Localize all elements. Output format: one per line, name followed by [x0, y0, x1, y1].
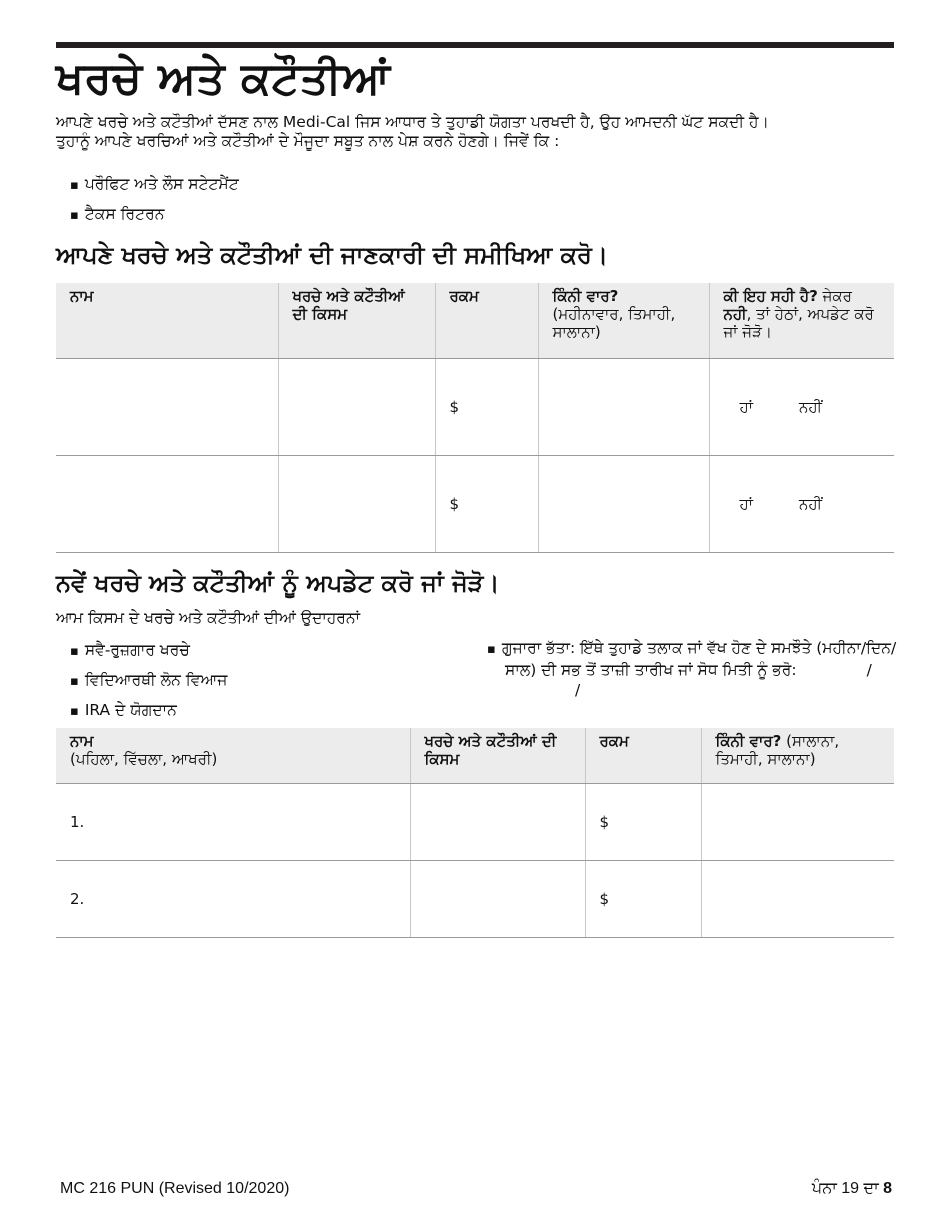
update-heading: ਨਵੇਂ ਖਰਚੇ ਅਤੇ ਕਟੌਤੀਆਂ ਨੂੰ ਅਪਡੇਟ ਕਰੋ ਜਾਂ ਜੋੜੋ।: [56, 569, 500, 597]
type-cell[interactable]: [410, 783, 585, 860]
type-cell[interactable]: [278, 358, 435, 455]
list-item: ▪ ਸਵੈ-ਰੁਜ਼ਗਾਰ ਖਰਚੇ: [70, 636, 227, 666]
col-amount: ਰਕਮ: [435, 283, 538, 358]
name-cell[interactable]: 1.: [56, 783, 410, 860]
col-type: ਖਰਚੇ ਅਤੇ ਕਟੌਤੀਆਂ ਦੀ ਕਿਸਮ: [278, 283, 435, 358]
yes-option[interactable]: ਹਾਂ: [739, 494, 753, 513]
no-option[interactable]: ਨਹੀਂ: [798, 494, 823, 513]
table-row: [56, 455, 894, 552]
intro-line-2: ਤੁਹਾਨੂੰ ਆਪਣੇ ਖਰਚਿਆਂ ਅਤੇ ਕਟੌਤੀਆਂ ਦੇ ਮੌਜੂਦਾ ਸਬੂਤ ਨਾਲ ਪੇਸ਼ ਕਰਨੇ ਹੋਣਗੇ। ਜਿਵੇਂ ਕਿ :: [56, 132, 560, 150]
page-title: ਖਰਚੇ ਅਤੇ ਕਟੌਤੀਆਂ: [56, 53, 391, 104]
alimony-list: [487, 638, 897, 700]
table-row: [56, 358, 894, 455]
table-row: [56, 783, 894, 860]
type-cell[interactable]: [278, 455, 435, 552]
title-rule: [56, 42, 894, 48]
col-amount: ਰਕਮ: [585, 728, 701, 783]
alimony-item: ▪ ਗੁਜਾਰਾ ਭੱਤਾ: ਇੱਥੇ ਤੁਹਾਡੇ ਤਲਾਕ ਜਾਂ ਵੱਖ ਹੋਣ ਦੇ ਸਮਝੌਤੇ (ਮਹੀਨਾ/ਦਿਨ/ਸਾਲ) ਦੀ ਸਭ ਤੋਂ ਤਾਜ਼ੀ ਤਾਰੀਖ ਜਾਂ ਸੋਧ ਮਿਤੀ ਨੂੰ ਭਰੋ: //: [487, 638, 897, 700]
yes-no-cell: [709, 455, 894, 552]
list-item: ▪ ਵਿਦਿਆਰਥੀ ਲੋਨ ਵਿਆਜ: [70, 666, 227, 696]
examples-list: [70, 636, 227, 726]
name-cell[interactable]: 2.: [56, 860, 410, 937]
col-type: ਖਰਚੇ ਅਤੇ ਕਟੌਤੀਆਂ ਦੀ ਕਿਸਮ: [410, 728, 585, 783]
update-table: [56, 728, 894, 938]
amount-cell[interactable]: $: [435, 358, 538, 455]
type-cell[interactable]: [410, 860, 585, 937]
col-correct: ਕੀ ਇਹ ਸਹੀ ਹੈ? ਜੇਕਰ ਨਹੀ, ਤਾਂ ਹੇਠਾਂ, ਅਪਡੇਟ ਕਰੋ ਜਾਂ ਜੋੜੋ।: [709, 283, 894, 358]
review-table: [56, 283, 894, 553]
table-header-row: [56, 283, 894, 358]
list-item: ▪ ਪਰੌਫਿਟ ਅਤੇ ਲੌਸ ਸਟੇਟਮੈਂਟ: [70, 170, 239, 200]
frequency-cell[interactable]: [701, 783, 894, 860]
frequency-cell[interactable]: [538, 358, 709, 455]
name-cell[interactable]: [56, 358, 278, 455]
intro-text: [56, 113, 894, 151]
list-item: ▪ ਟੈਕਸ ਰਿਟਰਨ: [70, 200, 239, 230]
table-row: [56, 860, 894, 937]
amount-cell[interactable]: $: [585, 783, 701, 860]
page-number: ਪੰਨਾ 19 ਦਾ 8: [811, 1180, 892, 1197]
list-item: ▪ IRA ਦੇ ਯੋਗਦਾਨ: [70, 696, 227, 726]
frequency-cell[interactable]: [538, 455, 709, 552]
yes-option[interactable]: ਹਾਂ: [739, 397, 753, 416]
col-frequency: ਕਿੰਨੀ ਵਾਰ? (ਸਾਲਾਨਾ, ਤਿਮਾਹੀ, ਸਾਲਾਨਾ): [701, 728, 894, 783]
col-name: ਨਾਮ (ਪਹਿਲਾ, ਵਿੱਚਲਾ, ਆਖਰੀ): [56, 728, 410, 783]
col-name: ਨਾਮ: [56, 283, 278, 358]
frequency-cell[interactable]: [701, 860, 894, 937]
date-separator: /: [575, 681, 581, 699]
yes-no-cell: [709, 358, 894, 455]
intro-line-1: ਆਪਣੇ ਖਰਚੇ ਅਤੇ ਕਟੌਤੀਆਂ ਦੱਸਣ ਨਾਲ Medi-Cal ਜਿਸ ਆਧਾਰ ਤੇ ਤੁਹਾਡੀ ਯੋਗਤਾ ਪਰਖਦੀ ਹੈ, ਉਹ ਆਮਦਨੀ ਘੱਟ ਸਕਦੀ ਹੈ।: [56, 113, 769, 131]
form-id: MC 216 PUN (Revised 10/2020): [60, 1180, 290, 1197]
review-heading: ਆਪਣੇ ਖਰਚੇ ਅਤੇ ਕਟੌਤੀਆਂ ਦੀ ਜਾਣਕਾਰੀ ਦੀ ਸਮੀਖਿਆ ਕਰੋ।: [56, 241, 609, 269]
proof-examples-list: [70, 170, 239, 230]
table-header-row: [56, 728, 894, 783]
amount-cell[interactable]: $: [585, 860, 701, 937]
col-frequency: ਕਿੰਨੀ ਵਾਰ? (ਮਹੀਨਾਵਾਰ, ਤਿਮਾਹੀ, ਸਾਲਾਨਾ): [538, 283, 709, 358]
date-separator: /: [866, 661, 872, 679]
examples-subheading: ਆਮ ਕਿਸਮ ਦੇ ਖਰਚੇ ਅਤੇ ਕਟੌਤੀਆਂ ਦੀਆਂ ਉਦਾਹਰਨਾਂ: [56, 609, 360, 627]
name-cell[interactable]: [56, 455, 278, 552]
no-option[interactable]: ਨਹੀਂ: [798, 397, 823, 416]
amount-cell[interactable]: $: [435, 455, 538, 552]
